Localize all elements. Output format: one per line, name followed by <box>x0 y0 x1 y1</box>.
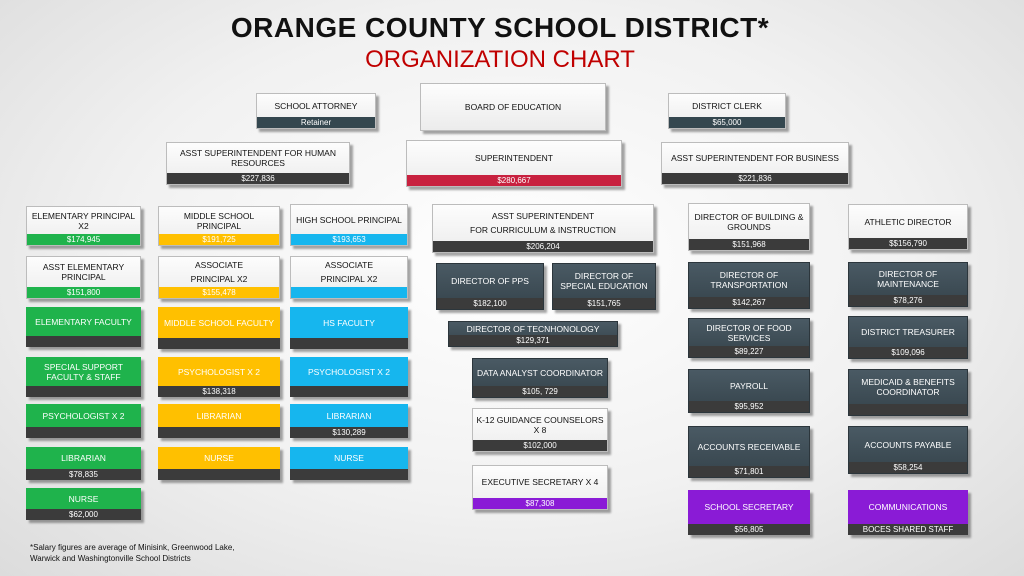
asst-elementary-principal-box <box>26 256 141 299</box>
district-treasurer-label: DISTRICT TREASURER <box>861 327 955 337</box>
accounts-receivable-box <box>688 426 810 478</box>
asst-super-curriculum-salary: $206,204 <box>433 241 653 252</box>
asst-super-curriculum-box <box>432 204 654 253</box>
elementary-librarian-salary: $78,835 <box>26 469 141 480</box>
page-title: ORANGE COUNTY SCHOOL DISTRICT* <box>230 12 770 43</box>
payroll-salary: $95,952 <box>689 401 809 412</box>
high-psychologist-label: PSYCHOLOGIST X 2 <box>307 366 391 377</box>
guidance-counselors-box <box>472 408 608 452</box>
middle-librarian-bar <box>158 427 280 438</box>
director-special-ed-label: DIRECTOR OF SPECIAL EDUCATION <box>560 271 648 291</box>
high-associate-bar <box>291 287 407 298</box>
director-buildings-box <box>688 203 810 251</box>
director-food-label: DIRECTOR OF FOOD SERVICES <box>706 322 792 343</box>
middle-librarian-box <box>158 404 280 438</box>
elementary-faculty-box <box>26 307 141 347</box>
data-analyst-box <box>472 358 608 398</box>
director-food-salary: $89,227 <box>689 346 809 357</box>
district-treasurer-box <box>848 316 968 359</box>
middle-librarian-label: LIBRARIAN <box>196 410 242 421</box>
director-buildings-salary: $151,968 <box>689 239 809 250</box>
school-secretary-box <box>688 490 810 535</box>
high-faculty-label: HS FACULTY <box>323 317 375 328</box>
elementary-faculty-label: ELEMENTARY FACULTY <box>35 316 132 327</box>
high-nurse-bar <box>290 469 408 480</box>
asst-super-curriculum-label-2: FOR CURRICULUM & INSTRUCTION <box>470 225 616 235</box>
accounts-payable-label: ACCOUNTS PAYABLE <box>864 439 952 450</box>
athletic-director-salary: $$156,790 <box>849 238 967 249</box>
middle-psychologist-box <box>158 357 280 397</box>
high-associate-label-1: ASSOCIATE <box>324 260 374 270</box>
middle-faculty-label: MIDDLE SCHOOL FACULTY <box>163 317 275 328</box>
special-support-box <box>26 357 141 397</box>
director-technology-salary: $129,371 <box>449 335 617 346</box>
guidance-counselors-label: K-12 GUIDANCE COUNSELORS X 8 <box>476 414 604 435</box>
athletic-director-box <box>848 204 968 250</box>
director-transportation-salary: $142,267 <box>689 297 809 308</box>
high-librarian-label: LIBRARIAN <box>326 410 372 421</box>
elementary-principal-box <box>26 206 141 246</box>
director-maintenance-salary: $78,276 <box>849 295 967 306</box>
director-pps-box <box>436 263 544 310</box>
superintendent-box <box>406 140 622 187</box>
middle-faculty-box <box>158 307 280 349</box>
elementary-psychologist-box <box>26 404 141 438</box>
high-psychologist-bar <box>290 386 408 397</box>
high-librarian-salary: $130,289 <box>290 427 408 438</box>
director-maintenance-label: DIRECTOR OF MAINTENANCE <box>877 269 939 289</box>
communications-salary: BOCES SHARED STAFF <box>848 524 968 535</box>
district-clerk-box <box>668 93 786 129</box>
high-faculty-bar <box>290 338 408 349</box>
elementary-nurse-box <box>26 488 141 520</box>
elementary-nurse-label: NURSE <box>68 493 99 504</box>
asst-elementary-principal-salary: $151,800 <box>27 287 140 298</box>
communications-box <box>848 490 968 535</box>
medicaid-benefits-label: MEDICAID & BENEFITS COORDINATOR <box>861 377 955 397</box>
page-subtitle: ORGANIZATION CHART <box>365 46 635 73</box>
school-attorney-box <box>256 93 376 129</box>
school-attorney-salary: Retainer <box>257 117 375 128</box>
elementary-psychologist-label: PSYCHOLOGIST X 2 <box>42 410 125 421</box>
high-associate-label-2: PRINCIPAL X2 <box>320 274 378 284</box>
executive-secretary-label: EXECUTIVE SECRETARY X 4 <box>481 477 599 487</box>
asst-super-hr-label: ASST SUPERINTENDENT FOR HUMAN RESOURCES <box>179 148 336 168</box>
asst-super-business-box <box>661 142 849 185</box>
school-secretary-label: SCHOOL SECRETARY <box>704 502 794 512</box>
communications-label: COMMUNICATIONS <box>868 502 948 512</box>
board-of-education-label: BOARD OF EDUCATION <box>464 102 562 112</box>
high-psychologist-box <box>290 357 408 397</box>
athletic-director-label: ATHLETIC DIRECTOR <box>864 216 952 227</box>
special-support-label: SPECIAL SUPPORT FACULTY & STAFF <box>44 361 123 382</box>
elementary-librarian-label: LIBRARIAN <box>61 453 106 463</box>
salary-footnote: *Salary figures are average of Minisink, Greenwood Lake, Warwick and Washingtonville School Districts <box>30 543 235 563</box>
director-maintenance-box <box>848 262 968 307</box>
director-technology-box <box>448 321 618 347</box>
director-technology-label: DIRECTOR OF TECNHONOLOGY <box>466 323 600 334</box>
executive-secretary-salary: $87,308 <box>473 498 607 509</box>
elementary-principal-salary: $174,945 <box>27 234 140 245</box>
middle-principal-salary: $191,725 <box>159 234 279 245</box>
data-analyst-salary: $105, 729 <box>473 386 607 397</box>
asst-super-business-salary: $221,836 <box>662 173 848 184</box>
high-nurse-box <box>290 447 408 480</box>
middle-associate-label-2: PRINCIPAL X2 <box>190 274 248 284</box>
high-faculty-box <box>290 307 408 349</box>
school-attorney-label: SCHOOL ATTORNEY <box>274 100 358 111</box>
elementary-faculty-bar <box>26 336 141 347</box>
accounts-receivable-label: ACCOUNTS RECEIVABLE <box>697 441 801 452</box>
asst-super-curriculum-label-1: ASST SUPERINTENDENT <box>491 211 595 221</box>
elementary-psychologist-bar <box>26 427 141 438</box>
district-treasurer-salary: $109,096 <box>849 347 967 358</box>
middle-associate-label-1: ASSOCIATE <box>194 260 244 270</box>
high-nurse-label: NURSE <box>334 453 364 463</box>
asst-super-business-label: ASST SUPERINTENDENT FOR BUSINESS <box>671 153 839 163</box>
middle-nurse-box <box>158 447 280 480</box>
special-support-bar <box>26 386 141 397</box>
medicaid-benefits-box <box>848 369 968 416</box>
medicaid-benefits-bar <box>849 404 967 415</box>
director-transportation-label: DIRECTOR OF TRANSPORTATION <box>710 270 788 290</box>
director-special-ed-salary: $151,765 <box>553 298 655 309</box>
middle-associate-box <box>158 256 280 299</box>
guidance-counselors-salary: $102,000 <box>473 440 607 451</box>
director-pps-label: DIRECTOR OF PPS <box>451 276 529 286</box>
high-principal-salary: $193,653 <box>291 234 407 245</box>
asst-super-hr-box <box>166 142 350 185</box>
elementary-principal-label: ELEMENTARY PRINCIPAL X2 <box>31 210 136 231</box>
elementary-librarian-box <box>26 447 141 480</box>
accounts-receivable-salary: $71,801 <box>689 466 809 477</box>
director-transportation-box <box>688 262 810 309</box>
data-analyst-label: DATA ANALYST COORDINATOR <box>476 367 604 378</box>
middle-faculty-bar <box>158 338 280 349</box>
middle-nurse-label: NURSE <box>204 453 234 463</box>
middle-associate-salary: $155,478 <box>159 287 279 298</box>
asst-super-hr-salary: $227,836 <box>167 173 349 184</box>
high-librarian-box <box>290 404 408 438</box>
elementary-nurse-salary: $62,000 <box>26 509 141 520</box>
high-principal-label: HIGH SCHOOL PRINCIPAL <box>296 214 402 225</box>
district-clerk-salary: $65,000 <box>669 117 785 128</box>
superintendent-salary: $280,667 <box>407 175 621 186</box>
asst-elementary-principal-label: ASST ELEMENTARY PRINCIPAL <box>42 262 125 282</box>
school-secretary-salary: $56,805 <box>688 524 810 535</box>
middle-psychologist-salary: $138,318 <box>158 386 280 397</box>
payroll-box <box>688 369 810 413</box>
director-food-box <box>688 318 810 358</box>
accounts-payable-box <box>848 426 968 474</box>
high-principal-box <box>290 204 408 246</box>
high-associate-box <box>290 256 408 299</box>
director-special-ed-box <box>552 263 656 310</box>
middle-principal-box <box>158 206 280 246</box>
executive-secretary-box <box>472 465 608 510</box>
middle-principal-label: MIDDLE SCHOOL PRINCIPAL <box>183 210 255 231</box>
director-pps-salary: $182,100 <box>437 298 543 309</box>
payroll-label: PAYROLL <box>730 380 768 391</box>
accounts-payable-salary: $58,254 <box>849 462 967 473</box>
middle-psychologist-label: PSYCHOLOGIST X 2 <box>177 366 261 377</box>
director-buildings-label: DIRECTOR OF BUILDING & GROUNDS <box>694 211 804 232</box>
board-of-education-box <box>420 83 606 131</box>
superintendent-label: SUPERINTENDENT <box>475 153 553 163</box>
middle-nurse-bar <box>158 469 280 480</box>
district-clerk-label: DISTRICT CLERK <box>692 100 762 111</box>
